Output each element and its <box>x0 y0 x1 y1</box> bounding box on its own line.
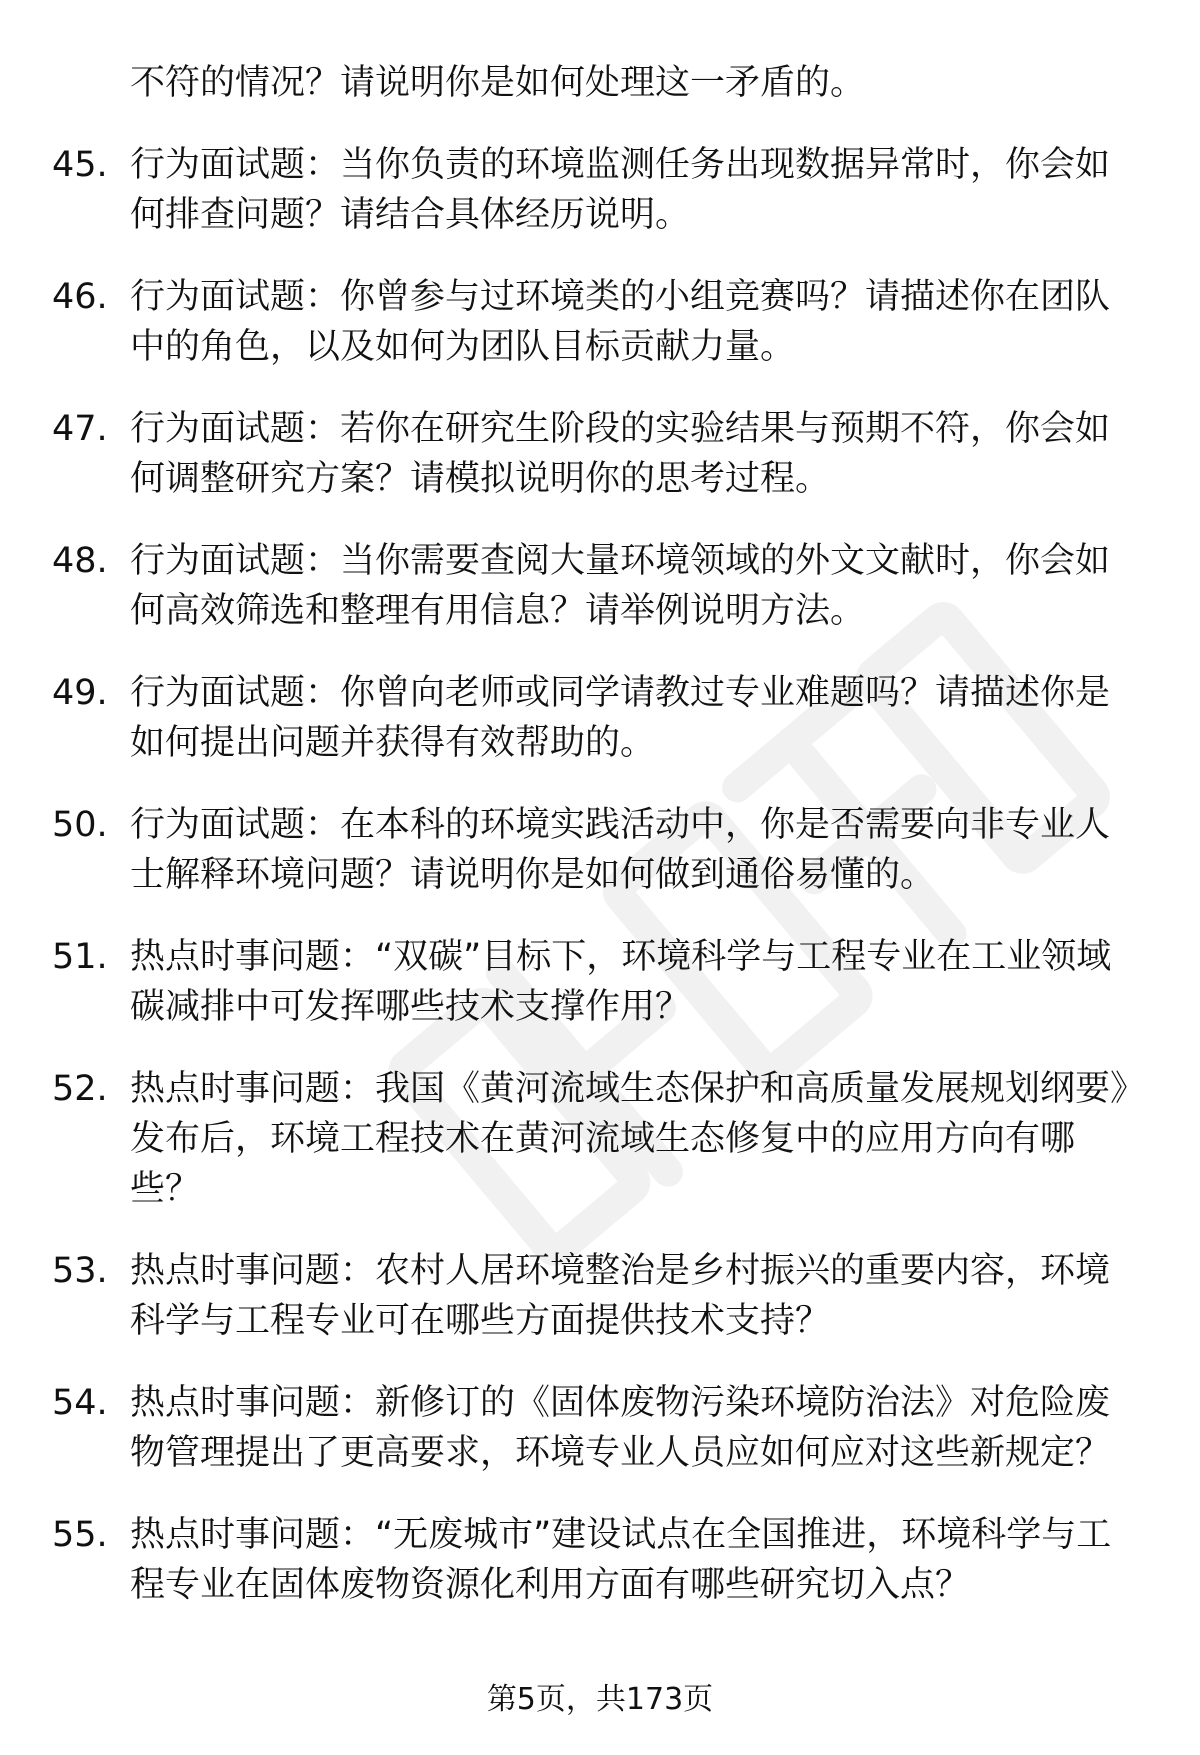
question-text: 热点时事问题：“无废城市”建设试点在全国推进，环境科学与工程专业在固体废物资源化利用方面有哪些研究切入点？ <box>130 1515 1112 1605</box>
question-item <box>0 932 1200 1032</box>
question-text: 行为面试题：当你需要查阅大量环境领域的外文文献时，你会如何高效筛选和整理有用信息？请举例说明方法。 <box>130 541 1111 631</box>
question-number: 49. <box>52 673 108 713</box>
continuation-text: 不符的情况？请说明你是如何处理这一矛盾的。 <box>130 63 866 103</box>
question-number: 52. <box>52 1069 108 1109</box>
question-number: 54. <box>52 1383 108 1423</box>
question-item <box>0 404 1200 504</box>
question-text: 热点时事问题：农村人居环境整治是乡村振兴的重要内容，环境科学与工程专业可在哪些方面提供技术支持？ <box>130 1251 1111 1341</box>
question-number: 53. <box>52 1251 108 1291</box>
question-text: 行为面试题：你曾参与过环境类的小组竞赛吗？请描述你在团队中的角色，以及如何为团队目标贡献力量。 <box>130 277 1111 367</box>
question-list <box>0 140 1200 1642</box>
page-footer: 第5页，共173页 <box>486 1682 714 1717</box>
question-item <box>0 536 1200 636</box>
question-number: 51. <box>52 937 108 977</box>
question-number: 46. <box>52 277 108 317</box>
question-item <box>0 800 1200 900</box>
question-text: 热点时事问题：新修订的《固体废物污染环境防治法》对危险废物管理提出了更高要求，环境专业人员应如何应对这些新规定？ <box>130 1383 1111 1473</box>
question-number: 50. <box>52 805 108 845</box>
question-text: 热点时事问题：我国《黄河流域生态保护和高质量发展规划纲要》发布后，环境工程技术在黄河流域生态修复中的应用方向有哪些？ <box>130 1069 1128 1209</box>
question-item <box>0 1064 1200 1214</box>
question-item <box>0 272 1200 372</box>
question-text: 行为面试题：若你在研究生阶段的实验结果与预期不符，你会如何调整研究方案？请模拟说明你的思考过程。 <box>130 409 1111 499</box>
question-number: 45. <box>52 145 108 185</box>
question-text: 热点时事问题：“双碳”目标下，环境科学与工程专业在工业领域碳减排中可发挥哪些技术支撑作用？ <box>130 937 1112 1027</box>
question-number: 47. <box>52 409 108 449</box>
question-text: 行为面试题：在本科的环境实践活动中，你是否需要向非专业人士解释环境问题？请说明你是如何做到通俗易懂的。 <box>130 805 1111 895</box>
question-number: 48. <box>52 541 108 581</box>
question-item <box>0 668 1200 768</box>
question-number: 55. <box>52 1515 108 1555</box>
question-text: 行为面试题：当你负责的环境监测任务出现数据异常时，你会如何排查问题？请结合具体经历说明。 <box>130 145 1111 235</box>
question-text: 行为面试题：你曾向老师或同学请教过专业难题吗？请描述你是如何提出问题并获得有效帮助的。 <box>130 673 1111 763</box>
question-item <box>0 1378 1200 1478</box>
question-item <box>0 1246 1200 1346</box>
question-item <box>0 140 1200 240</box>
question-item <box>0 1510 1200 1610</box>
